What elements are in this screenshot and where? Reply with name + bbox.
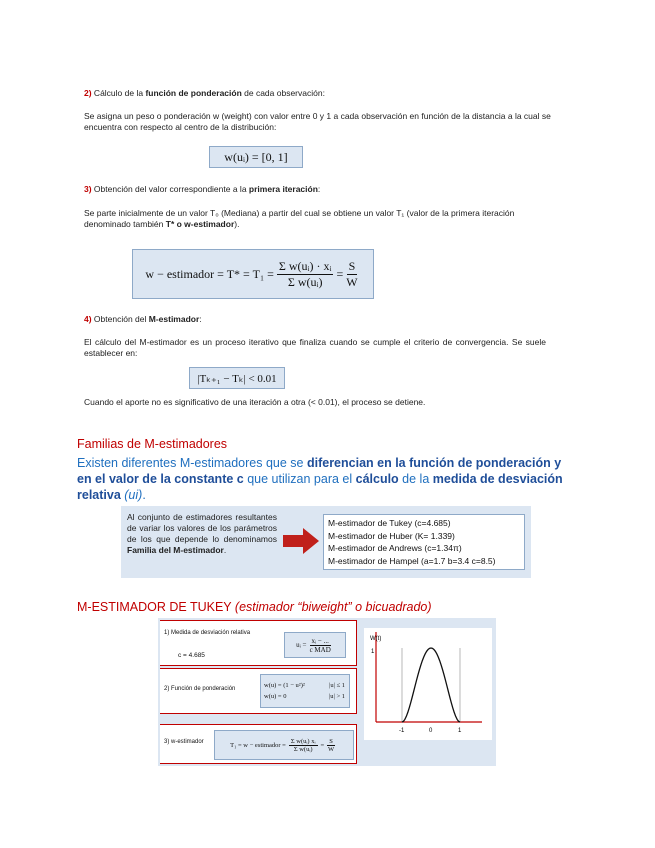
step4-heading: 4) Obtención del M-estimador: [84,314,202,324]
plot-y-tick: 1 [371,649,375,655]
convergence-formula: |Tₖ₊₁ − Tₖ| < 0.01 [189,367,285,389]
plot-x-tick: -1 [399,728,405,734]
plot-x-tick: 1 [458,728,462,734]
plot-x-tick: 0 [429,728,433,734]
tukey-panel-weight: 2) Función de ponderación w(u) = (1 − u²)² |u| ≤ 1 w(u) = 0 |u| > 1 [160,668,357,714]
familias-title: Familias de M-estimadores [77,437,228,451]
list-item: M-estimador de Huber (K= 1.339) [328,530,455,541]
step4-paragraph: El cálculo del M-estimador es un proceso iterativo que finaliza cuando se cumple el criterio de convergencia. Se suele establecer en: [84,337,546,358]
step2-paragraph: Se asigna un peso o ponderación w (weight) con valor entre 0 y 1 a cada observación en función de la distancia a la cual se encuentra con respecto al centro de la distribución: [84,111,551,132]
list-item: M-estimador de Andrews (c=1.34π) [328,543,462,553]
plot-y-label: W(t) [370,636,382,642]
familias-box [121,506,531,578]
tukey-title: M-ESTIMADOR DE TUKEY (estimador “biweight” o bicuadrado) [77,600,432,614]
tukey-panel-deviation: 1) Medida de desviación relativa c = 4.685 uᵢ = $\frac{\text{xᵢ − ...}}{\text{c MAD}}$ [160,620,357,666]
familias-box-text: Al conjunto de estimadores resultantes de variar los valores de los parámetros de los que depende lo denominamos Familia del M-estimador. [127,512,277,555]
familias-paragraph: Existen diferentes M-estimadores que se diferencian en la función de ponderación y en el valor de la constante c que utilizan para el cálculo de la medida de desviación relativa (ui). [77,456,563,502]
step4-footer: Cuando el aporte no es significativo de una iteración a otra (< 0.01), el proceso se detiene. [84,397,426,407]
step3-heading: 3) Obtención del valor correspondiente a la primera iteración: [84,184,321,194]
plot-curve [402,648,460,722]
tukey-figure [158,618,496,766]
list-item: M-estimador de Tukey (c=4.685) [328,518,451,528]
weight-range-formula: w(uᵢ) = [0, 1] [209,146,303,168]
list-item: M-estimador de Hampel (a=1.7 b=3.4 c=8.5) [328,555,496,566]
step2-heading: 2) Cálculo de la función de ponderación de cada observación: [84,88,325,98]
step3-paragraph: Se parte inicialmente de un valor T₀ (Mediana) a partir del cual se obtiene un valor T₁ (valor de la primera iteración denominado también T* o w-estimador). [84,208,515,229]
tukey-weight-plot [364,628,492,740]
tukey-panel-westimator: 3) w-estimador T₁ = w − estimador = $\frac{\text{Σ w(uᵢ) xᵢ}}{\text{Σ w(uᵢ)}}$ = $\frac{S}{W}$ [160,724,357,764]
estimator-list [323,514,525,570]
arrow-right-icon [283,528,319,554]
w-estimator-formula: w − estimador = T* = T₁ = $\frac{\text{Σ w(uᵢ) · xᵢ}}{\text{Σ w(uᵢ)}}$ = $\frac{S}{W}$ [132,249,374,299]
